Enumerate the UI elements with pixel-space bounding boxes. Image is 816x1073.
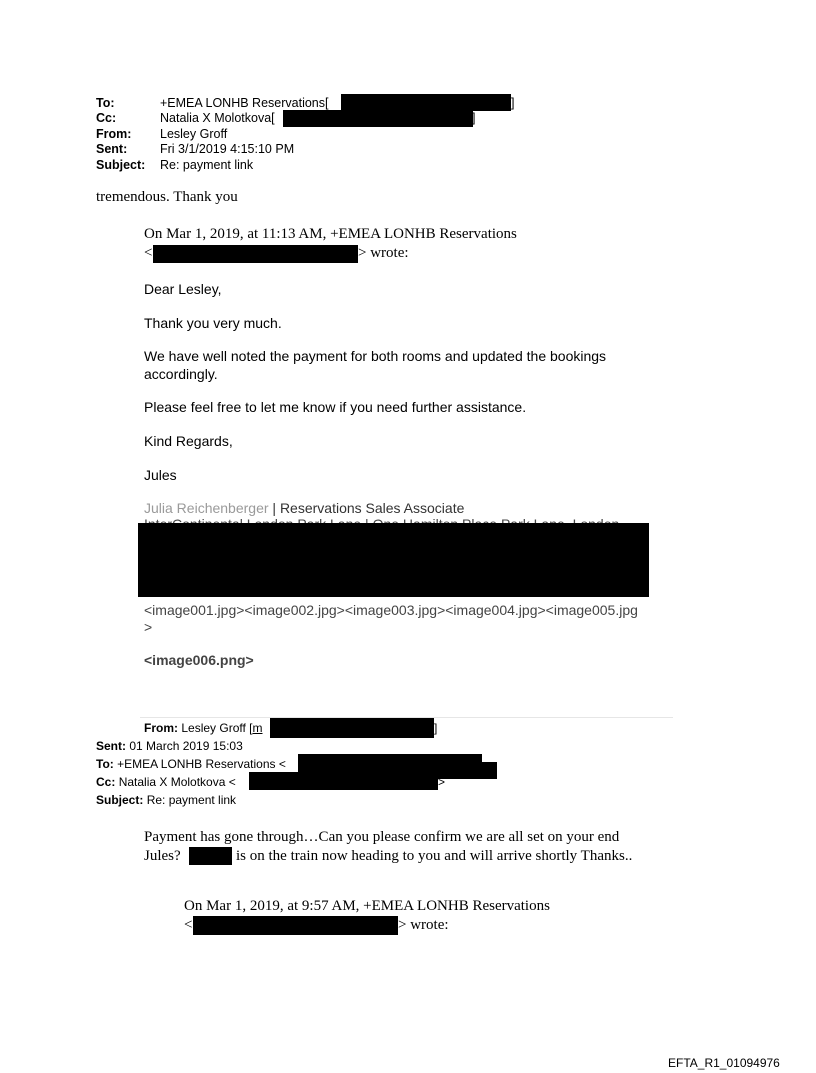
- subject-label: Subject:: [96, 158, 146, 172]
- message2-line2-start: Jules?: [144, 848, 181, 864]
- image-attachment-6: <image006.png>: [144, 652, 254, 668]
- to2-value: +EMEA LONHB Reservations <: [117, 757, 286, 771]
- image-attachments-line2: >: [144, 619, 153, 635]
- subject-value: Re: payment link: [160, 158, 254, 172]
- from2-partial: m: [252, 721, 263, 735]
- quote2-intro: On Mar 1, 2019, at 9:57 AM, +EMEA LONHB Reservations: [184, 898, 550, 914]
- document-id: EFTA_R1_01094976: [668, 1056, 780, 1070]
- to2-line: [96, 755, 286, 773]
- redaction-block: [341, 94, 511, 111]
- cc-close-bracket: ]: [472, 111, 476, 125]
- from2-value: Lesley Groff [: [181, 721, 253, 735]
- cc2-value: Natalia X Molotkova <: [118, 775, 236, 789]
- redaction-block: [153, 245, 358, 263]
- redaction-block: [298, 754, 482, 762]
- paragraph-assistance: Please feel free to let me know if you need further assistance.: [144, 399, 527, 415]
- cc-value: Natalia X Molotkova[: [160, 111, 275, 125]
- message2-line1: Payment has gone through…Can you please confirm we are all set on your end: [144, 829, 620, 845]
- to-label: To:: [96, 96, 115, 110]
- message2-line2-end: is on the train now heading to you and will arrive shortly Thanks..: [236, 848, 633, 864]
- from2-label: From:: [144, 721, 178, 735]
- redaction-block: [249, 772, 438, 790]
- sent-label: Sent:: [96, 142, 128, 156]
- signature-title: | Reservations Sales Associate: [268, 500, 465, 516]
- signature: [144, 500, 464, 516]
- sent2-value: 01 March 2019 15:03: [129, 739, 243, 753]
- cc2-close: >: [438, 775, 446, 789]
- sent-value: Fri 3/1/2019 4:15:10 PM: [160, 142, 295, 156]
- redaction-block: [138, 523, 649, 597]
- to-close-bracket: ]: [511, 96, 515, 110]
- cc-label: Cc:: [96, 111, 117, 125]
- quote1-intro-wrote: > wrote:: [358, 245, 409, 261]
- redaction-block: [283, 110, 476, 127]
- paragraph-thanks: Thank you very much.: [144, 315, 282, 331]
- redaction-block: [193, 916, 398, 935]
- reply-text: tremendous. Thank you: [96, 189, 238, 205]
- quote2-intro-wrote: > wrote:: [398, 917, 449, 933]
- paragraph-payment-line1: We have well noted the payment for both rooms and updated the bookings: [144, 348, 607, 364]
- quote1-intro: On Mar 1, 2019, at 11:13 AM, +EMEA LONHB Reservations: [144, 226, 517, 242]
- from2-line: [144, 719, 263, 737]
- sent2-line: [96, 737, 243, 755]
- subject2-line: [96, 791, 236, 809]
- quote1-intro-open: <: [144, 245, 153, 261]
- paragraph-payment-line2: accordingly.: [144, 366, 218, 382]
- quote2-intro-open: <: [184, 917, 193, 933]
- cc2-line: [96, 773, 236, 791]
- to2-label: To:: [96, 757, 114, 771]
- redaction-block: [270, 718, 434, 738]
- redaction-block: [189, 847, 232, 865]
- closing: Kind Regards,: [144, 433, 233, 449]
- to-value: +EMEA LONHB Reservations[: [160, 96, 329, 110]
- sent2-label: Sent:: [96, 739, 126, 753]
- image-attachments-line1: <image001.jpg><image002.jpg><image003.jpg><image004.jpg><image005.jpg: [144, 602, 638, 618]
- subject2-label: Subject:: [96, 793, 144, 807]
- from-label: From:: [96, 127, 132, 141]
- subject2-value: Re: payment link: [146, 793, 237, 807]
- cc2-label: Cc:: [96, 775, 116, 789]
- from-value: Lesley Groff: [160, 127, 228, 141]
- signature-name: Julia Reichenberger: [144, 500, 269, 516]
- greeting: Dear Lesley,: [144, 281, 222, 297]
- signoff: Jules: [144, 467, 177, 483]
- from2-close: ]: [434, 721, 438, 735]
